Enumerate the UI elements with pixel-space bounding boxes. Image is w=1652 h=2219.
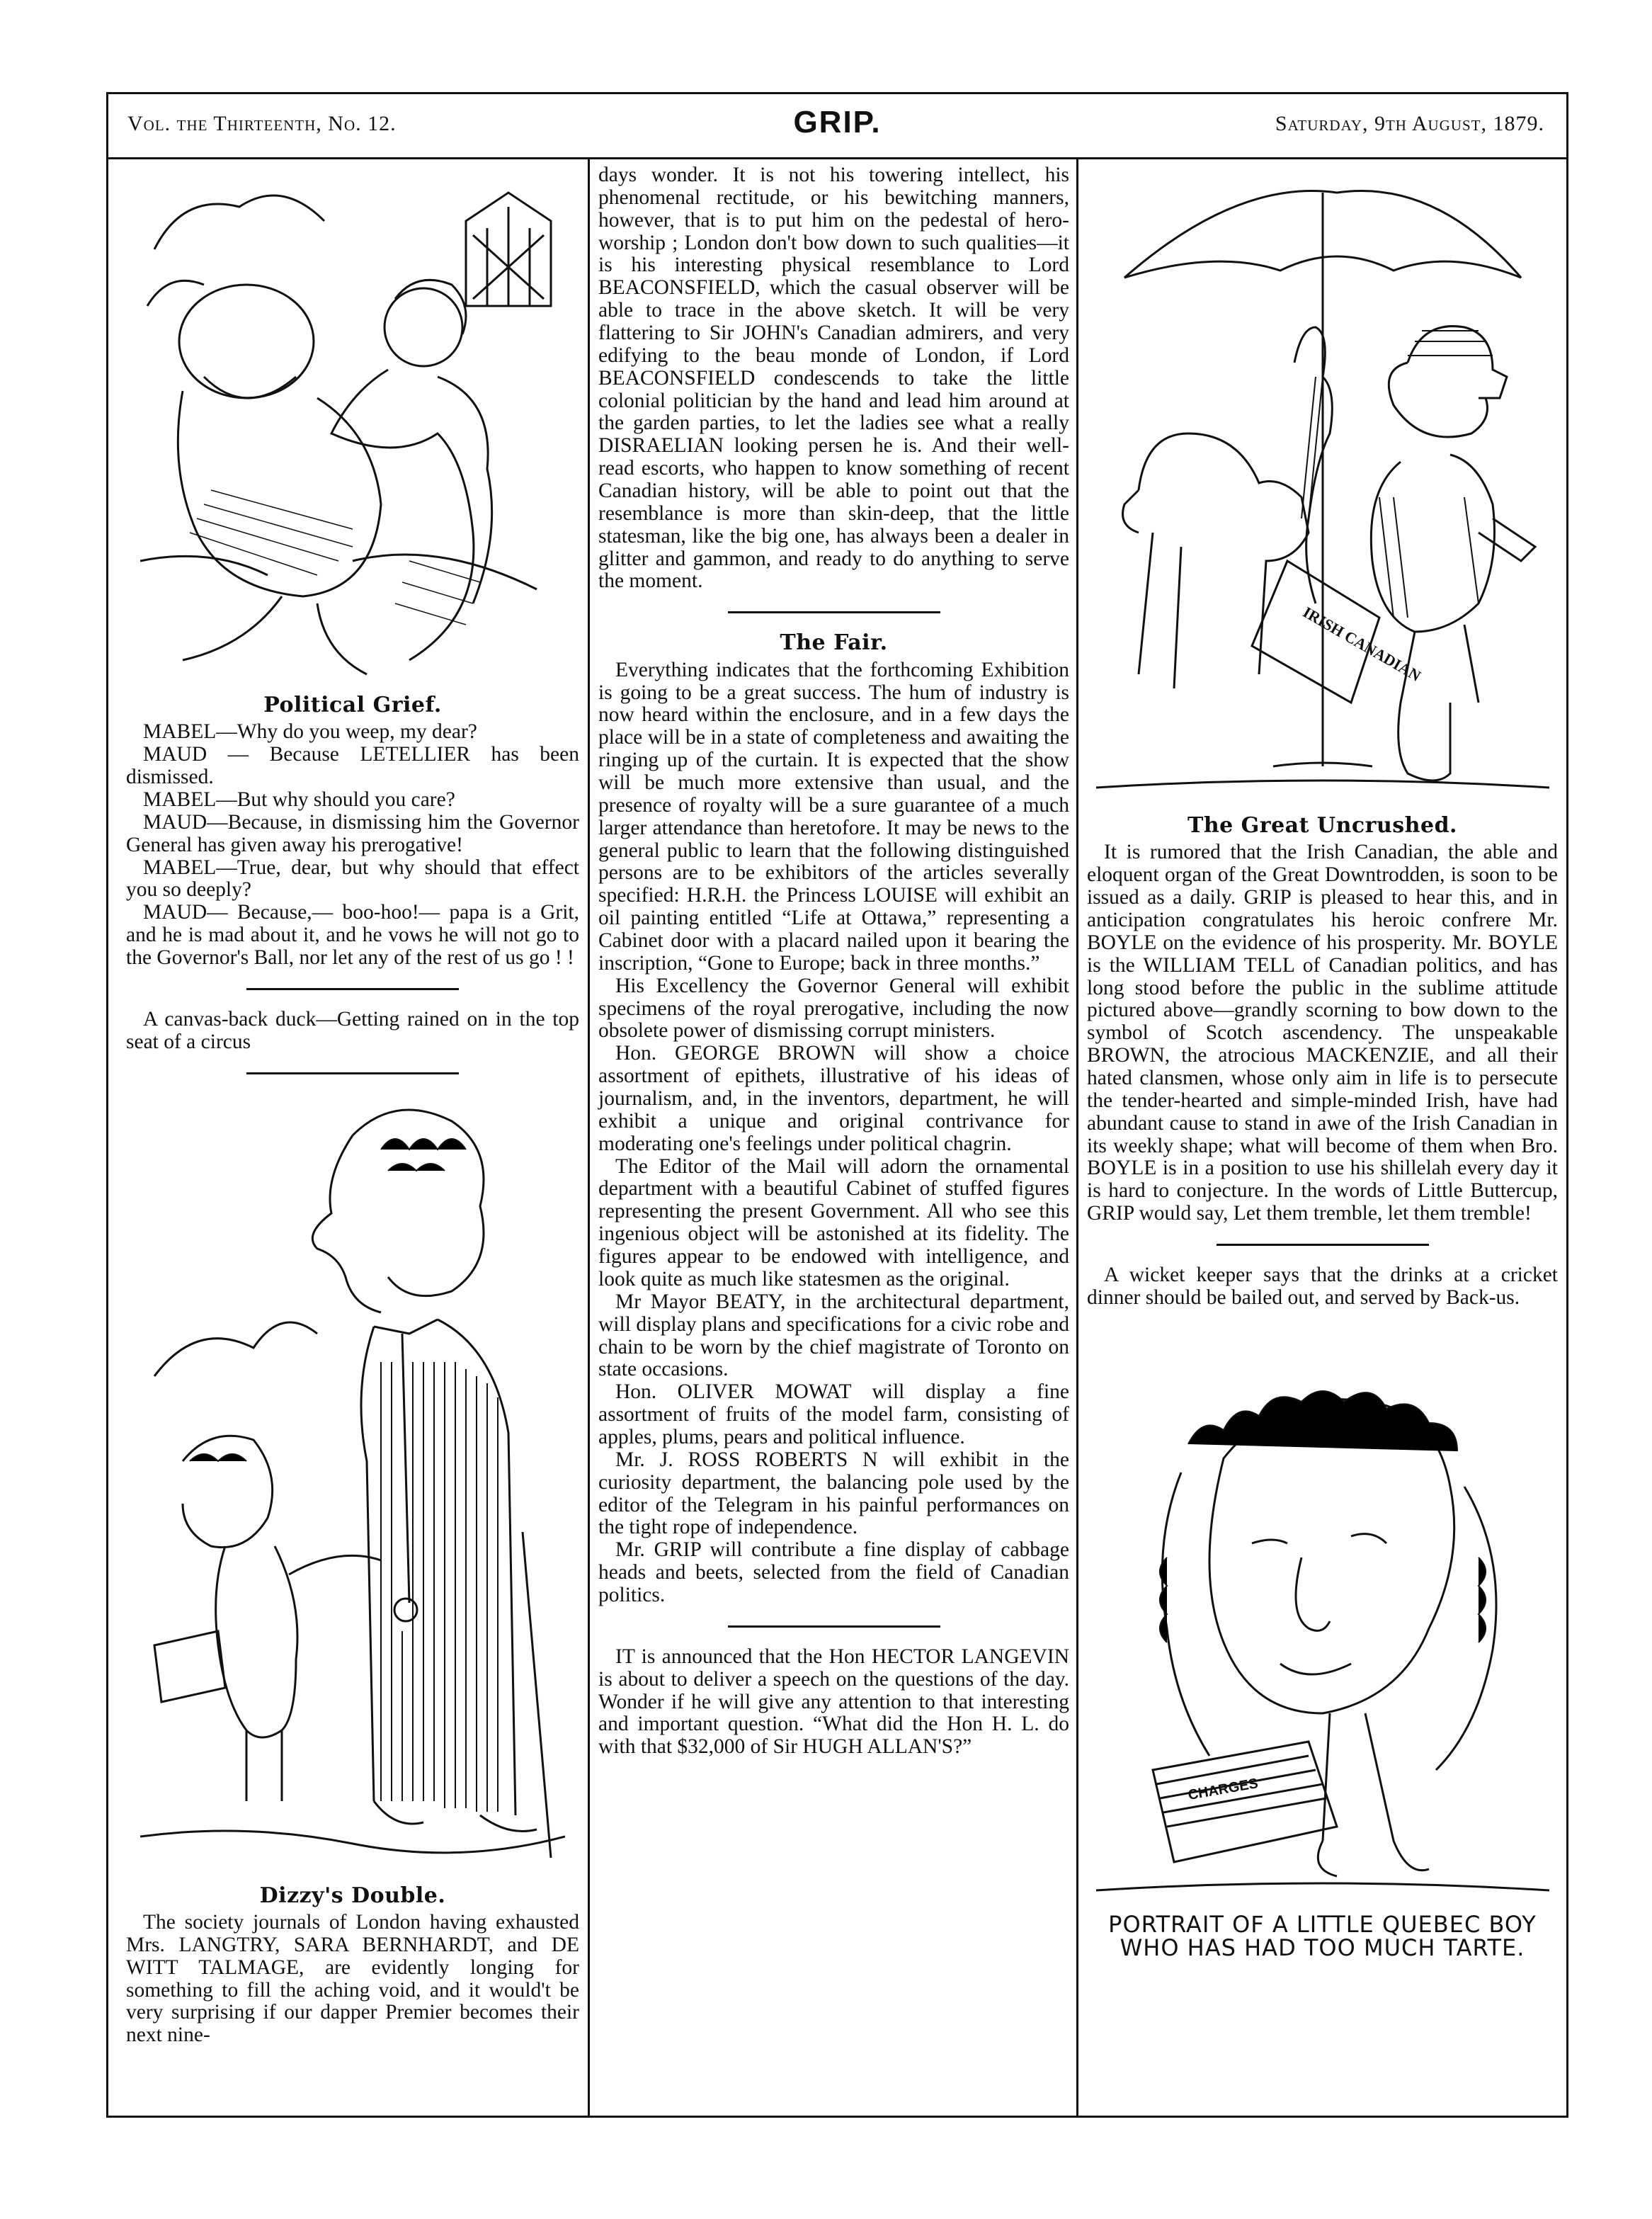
fair-paragraph: Hon. GEORGE BROWN will show a choice assortment of epithets, illustrative of his ideas of journalism, and, in the inventors, department, he will exhibit a unique and original contrivance for moderating one's feelings under political chagrin.	[598, 1042, 1069, 1155]
dialogue-line: MAUD—Because, in dismissing him the Governor General has given away his prerogative!	[126, 810, 579, 856]
fair-paragraph: His Excellency the Governor General will exhibit specimens of the royal prerogative, including the now obsolete power of dismissing corrupt ministers.	[598, 974, 1069, 1043]
political-grief-title: Political Grief.	[263, 693, 442, 717]
section-rule	[728, 611, 940, 613]
dizzys-double-illustration	[140, 1093, 565, 1879]
great-uncrushed-text: It is rumored that the Irish Canadian, the able and eloquent organ of the Great Downtrodden, is soon to be issued as a daily. GRIP is pleased to hear this, and in anticipation congratulates his heroic confrere Mr. BOYLE on the evidence of his prosperity. Mr. BOYLE is the WILLIAM TELL of Canadian politics, and has long stood before the public in the sublime attitude pictured above—grandly scorning to bow down to the symbol of Scotch ascendency. The unspeakable BROWN, the atrocious MACKENZIE, and all their hated clansmen, whose only aim in life is to persecute the tender-hearted and simple-minded Irish, have had abundant cause to stand in awe of the Irish Canadian in its weekly shape; what will become of them when Bro. BOYLE is in a position to use his shillelah every day it is hard to conjecture. In the words of Little Buttercup, GRIP would say, Let them tremble, let them tremble!	[1087, 841, 1558, 1225]
portrait-caption: PORTRAIT OF A LITTLE QUEBEC BOY WHO HAS HAD TOO MUCH TARTE.	[1108, 1910, 1537, 1962]
dialogue-line: MAUD— Because,— boo-hoo!— papa is a Grit, and he is mad about it, and he vows he will not go to the Governor's Ball, nor let any of the rest of us go ! !	[126, 901, 579, 969]
issue-date: Saturday, 9th August, 1879.	[1275, 112, 1544, 135]
fair-paragraph: Mr Mayor BEATY, in the architectural department, will display plans and specifications for a civic robe and chain to be worn by the chief magistrate of Toronto on state occasions.	[598, 1290, 1069, 1381]
wicket-joke: A wicket keeper says that the drinks at a cricket dinner should be bailed out, and served by Back-us.	[1087, 1264, 1558, 1309]
masthead-title: GRIP.	[793, 105, 882, 140]
fair-paragraph: Hon. OLIVER MOWAT will display a fine assortment of fruits of the model farm, consisting of apples, plums, pears and political influence.	[598, 1380, 1069, 1448]
fair-paragraph: Mr. GRIP will contribute a fine display of cabbage heads and beets, selected from the field of Canadian politics.	[598, 1538, 1069, 1606]
dialogue-line: MAUD — Because LETELLIER has been dismissed.	[126, 743, 579, 789]
column-2	[598, 164, 1069, 1759]
column-1	[126, 164, 579, 2047]
dizzy-continuation: days wonder. It is not his towering intellect, his phenomenal rectitude, or his bewitching manners, however, that is to put him on the pedestal of hero-worship ; London don't bow down to such qualities—it is his interesting physical resemblance to Lord BEACONSFIELD, which the casual observer will be able to trace in the above sketch. It will be very flattering to Sir JOHN's Canadian admirers, and very edifying to the beau monde of London, if Lord BEACONSFIELD condescends to take the little colonial politician by the hand and lead him around at the garden parties, to let the ladies see what a really DISRAELIAN looking persen he is. And their well-read escorts, who happen to know something of recent Canadian history, will be able to point out that the resemblance is more than skin-deep, that the little statesman, like the big one, has always been a dealer in glitter and gammon, and ready to do anything to serve the moment.	[598, 164, 1069, 593]
charges-book-label: CHARGES	[1186, 1775, 1259, 1803]
langevin-paragraph: IT is announced that the Hon HECTOR LANGEVIN is about to deliver a speech on the questions of the day. Wonder if he will give any attention to that interesting and important question. “What did the Hon H. L. do with that $32,000 of Sir HUGH ALLAN'S?”	[598, 1645, 1069, 1759]
dialogue-line: MABEL—Why do you weep, my dear?	[143, 720, 477, 744]
fair-paragraph: The Editor of the Mail will adorn the ornamental department with a beautiful Cabinet of stuffed figures representing the present Government. All who see this ingenious object will be astonished at its fidelity. The figures appear to be endowed with intelligence, and look quite as much like statesmen as the original.	[598, 1154, 1069, 1290]
fair-paragraph: Everything indicates that the forthcoming Exhibition is going to be a great success. The hum of industry is now heard within the enclosure, and in a few days the place will be in a state of completeness and awaiting the ringing up of the curtain. It is expected that the show will be much more extensive than usual, and the presence of royalty will be a sure guarantee of a much larger attendance than heretofore. It may be news to the general public to learn that the following distinguished persons are to be exhibitors of the articles severally specified: H.R.H. the Princess LOUISE will exhibit an oil painting entitled “Life at Ottawa,” representing a Cabinet door with a placard nailed upon it bearing the inscription, “Gone to Europe; back in three months.”	[598, 658, 1069, 975]
column-divider-2	[1076, 159, 1078, 2118]
section-rule	[246, 1072, 459, 1074]
column-3	[1087, 164, 1558, 1960]
irish-canadian-sign: IRISH CANADIAN	[1299, 603, 1424, 685]
political-grief-illustration	[140, 164, 565, 688]
quebec-boy-portrait-illustration	[1096, 1331, 1549, 1905]
great-uncrushed-illustration	[1096, 164, 1549, 809]
dizzys-double-title: Dizzy's Double.	[259, 1883, 446, 1908]
section-rule	[728, 1625, 940, 1628]
the-fair-title: The Fair.	[780, 630, 888, 656]
column-divider-1	[588, 159, 590, 2118]
section-rule	[246, 988, 459, 990]
dialogue-line: MABEL—True, dear, but why should that effect you so deeply?	[126, 856, 579, 902]
fair-paragraph: Mr. J. ROSS ROBERTS N will exhibit in the curiosity department, the balancing pole used by the editor of the Telegram in his painful performances on the tight rope of independence.	[598, 1448, 1069, 1539]
page-header	[106, 92, 1568, 159]
dialogue-line: MABEL—But why should you care?	[143, 788, 455, 811]
section-rule	[1217, 1244, 1429, 1246]
duck-joke: A canvas-back duck—Getting rained on in the top seat of a circus	[126, 1007, 579, 1053]
volume-number: Vol. the Thirteenth, No. 12.	[127, 112, 397, 135]
dizzy-text: The society journals of London having exhausted Mrs. LANGTRY, SARA BERNHARDT, and DE WITT TALMAGE, are evidently longing for something to fill the aching void, and it would't be very surprising if our dapper Premier becomes their next nine-	[126, 1910, 579, 2047]
great-uncrushed-title: The Great Uncrushed.	[1187, 813, 1457, 838]
